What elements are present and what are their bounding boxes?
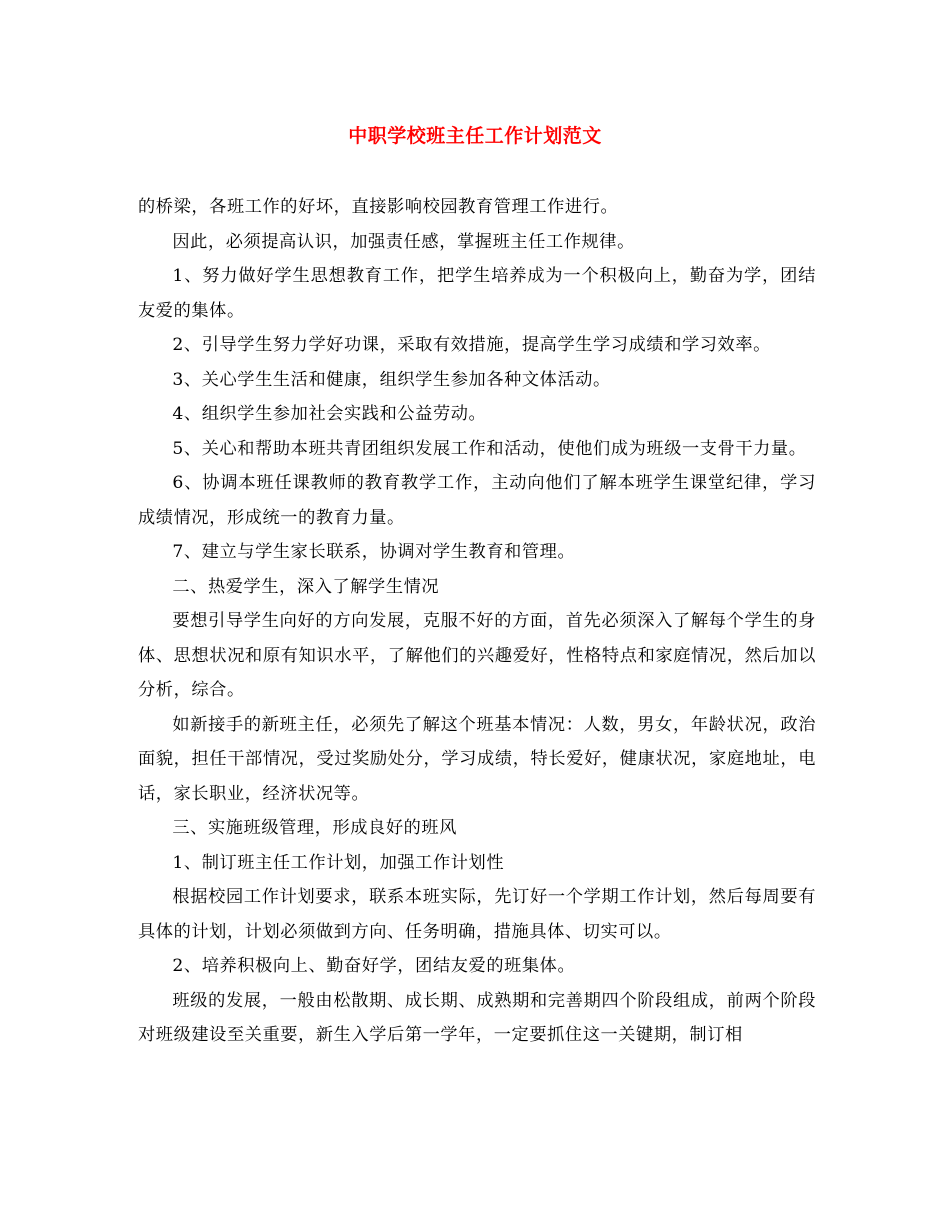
paragraph: 1、努力做好学生思想教育工作，把学生培养成为一个积极向上，勤奋为学，团结友爱的集体。	[138, 266, 816, 321]
paragraph: 如新接手的新班主任，必须先了解这个班基本情况：人数，男女，年龄状况，政治面貌，担任干部情况，受过奖励处分，学习成绩，特长爱好，健康状况，家庭地址，电话，家长职业，经济状况等。	[138, 714, 816, 804]
paragraph: 要想引导学生向好的方向发展，克服不好的方面，首先必须深入了解每个学生的身体、思想状况和原有知识水平，了解他们的兴趣爱好，性格特点和家庭情况，然后加以分析，综合。	[138, 611, 816, 700]
paragraph: 6、协调本班任课教师的教育教学工作，主动向他们了解本班学生课堂纪律，学习成绩情况，形成统一的教育力量。	[138, 473, 816, 528]
subsection-heading: 1、制订班主任工作计划，加强工作计划性	[172, 852, 505, 873]
paragraph: 4、组织学生参加社会实践和公益劳动。	[172, 404, 487, 424]
paragraph: 7、建立与学生家长联系，协调对学生教育和管理。	[172, 542, 576, 562]
paragraph: 3、关心学生生活和健康，组织学生参加各种文体活动。	[172, 369, 611, 390]
document-body	[138, 190, 816, 1053]
paragraph: 2、引导学生努力学好功课，采取有效措施，提高学生学习成绩和学习效率。	[172, 335, 771, 355]
section-heading: 三、实施班级管理，形成良好的班风	[172, 818, 457, 838]
paragraph: 根据校园工作计划要求，联系本班实际，先订好一个学期工作计划，然后每周要有具体的计划，计划必须做到方向、任务明确，措施具体、切实可以。	[138, 887, 816, 942]
document-title: 中职学校班主任工作计划范文	[348, 125, 602, 147]
paragraph: 因此，必须提高认识，加强责任感，掌握班主任工作规律。	[172, 231, 635, 252]
subsection-heading: 2、培养积极向上、勤奋好学，团结友爱的班集体。	[172, 956, 576, 976]
section-heading: 二、热爱学生，深入了解学生情况	[172, 576, 440, 597]
paragraph: 5、关心和帮助本班共青团组织发展工作和活动，使他们成为班级一支骨干力量。	[172, 438, 807, 459]
paragraph: 班级的发展，一般由松散期、成长期、成熟期和完善期四个阶段组成，前两个阶段对班级建设至关重要，新生入学后第一学年，一定要抓住这一关键期，制订相	[138, 990, 816, 1045]
paragraph: 的桥梁，各班工作的好坏，直接影响校园教育管理工作进行。	[138, 197, 619, 217]
